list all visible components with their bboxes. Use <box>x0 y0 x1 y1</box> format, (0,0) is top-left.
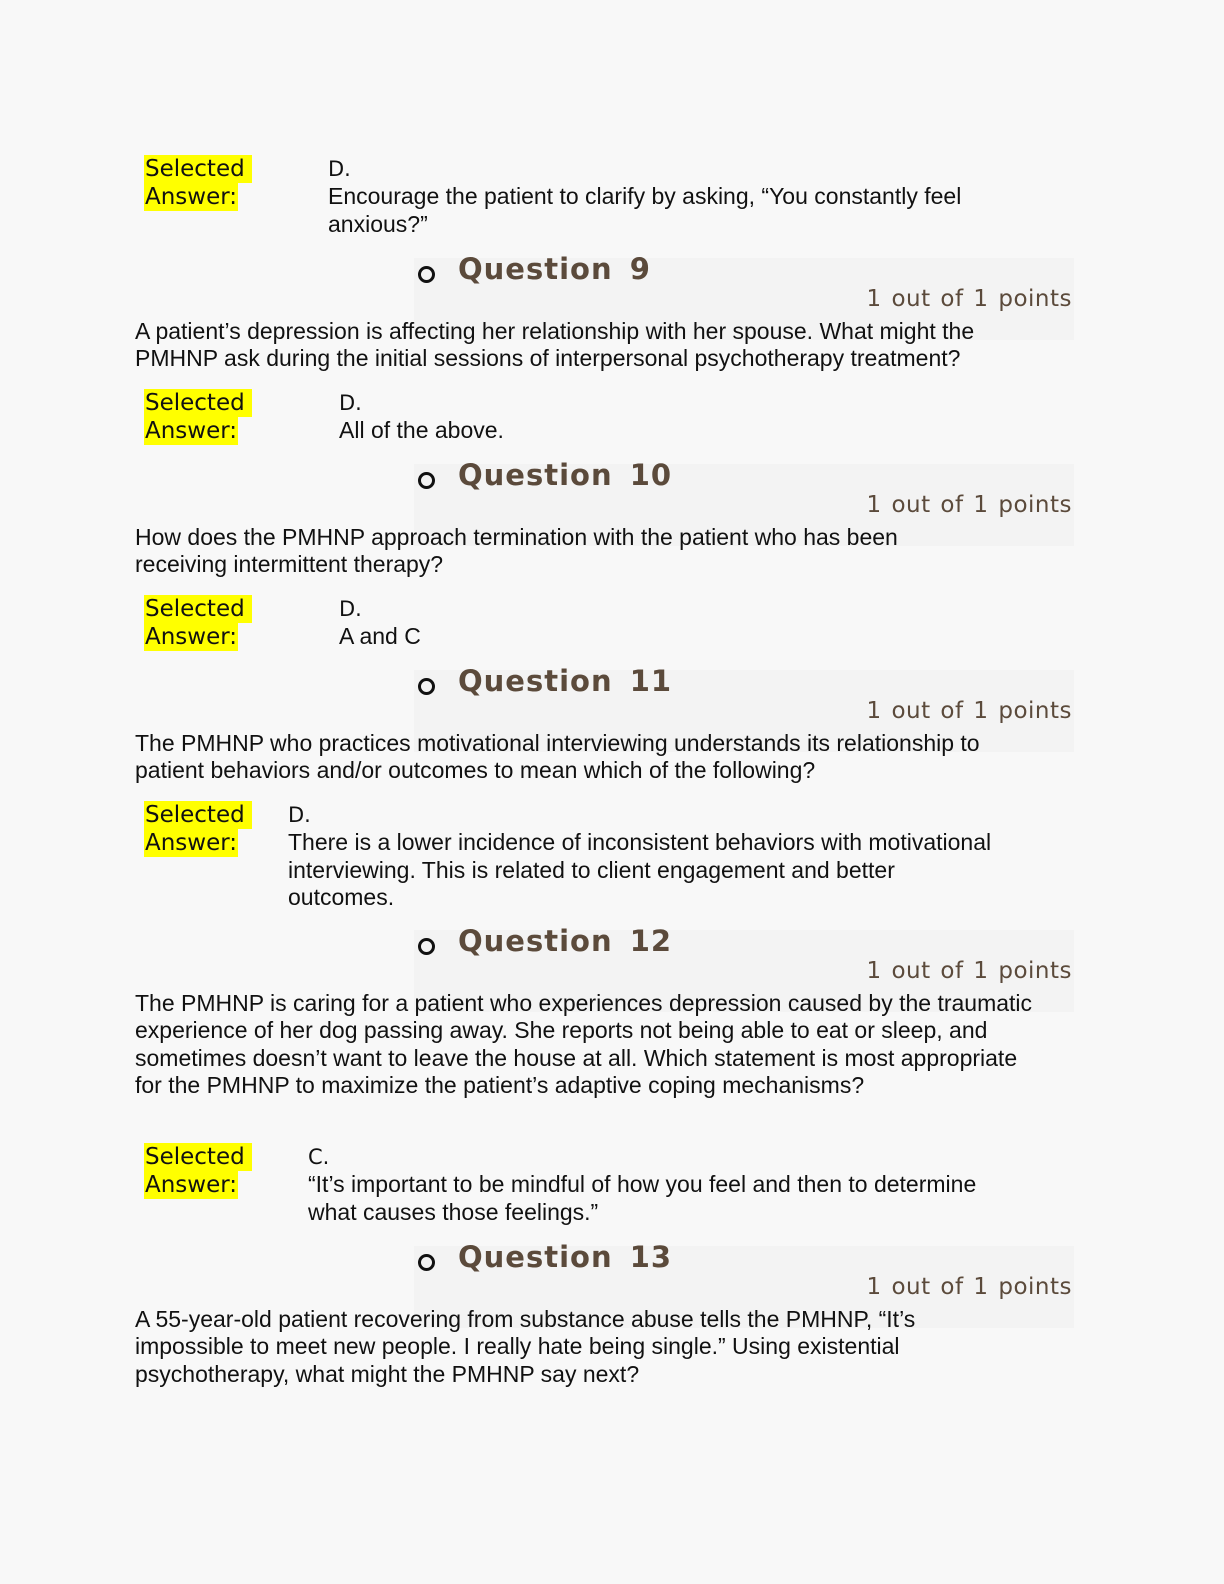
question-title: Question 10 <box>458 458 673 492</box>
question-text-11: The PMHNP who practices motivational interviewing understands its relationship to patient behaviors and/or outcomes to mean which of the following? <box>135 730 980 784</box>
question-text-10: How does the PMHNP approach termination with the patient who has been receiving intermittent therapy? <box>135 524 898 578</box>
selected-answer-label: Selected Answer: <box>144 389 254 445</box>
question-text-12: The PMHNP is caring for a patient who experiences depression caused by the traumatic experience of her dog passing away. She reports not being able to eat or sleep, and sometimes doesn’t want to leave the house at all. Which statement is most appropriate for the PMHNP to maximize the patient’s adaptive coping mechanisms? <box>135 990 1033 1099</box>
question-points: 1 out of 1 points <box>866 286 1072 312</box>
question-points: 1 out of 1 points <box>866 958 1072 984</box>
answer-content <box>339 595 1019 651</box>
answer-content <box>308 1143 1028 1226</box>
bullet-icon <box>418 472 435 489</box>
answer-letter: D. <box>339 391 362 415</box>
bullet-icon <box>418 678 435 695</box>
question-title: Question 12 <box>458 924 673 958</box>
answer-letter: D. <box>288 803 311 827</box>
answer-content <box>288 801 998 912</box>
bullet-icon <box>418 938 435 955</box>
bullet-icon <box>418 266 435 283</box>
answer-text: There is a lower incidence of inconsistent behaviors with motivational interviewing. This is related to client engagement and better outcomes. <box>288 829 992 910</box>
answer-letter: D. <box>328 157 351 181</box>
answer-text: Encourage the patient to clarify by asking, “You constantly feel anxious?” <box>328 183 962 237</box>
question-points: 1 out of 1 points <box>866 1274 1072 1300</box>
selected-answer-label: Selected Answer: <box>144 155 254 211</box>
answer-text: All of the above. <box>339 417 504 443</box>
question-points: 1 out of 1 points <box>866 698 1072 724</box>
question-text-13: A 55-year-old patient recovering from substance abuse tells the PMHNP, “It’s impossible to meet new people. I really hate being single.” Using existential psychotherapy, what might the PMHNP say next? <box>135 1306 916 1387</box>
answer-content <box>328 155 1008 238</box>
answer-letter: C. <box>308 1145 330 1169</box>
selected-answer-label: Selected Answer: <box>144 1143 254 1199</box>
bullet-icon <box>418 1254 435 1271</box>
question-text-9: A patient’s depression is affecting her relationship with her spouse. What might the PMHNP ask during the initial sessions of interpersonal psychotherapy treatment? <box>135 318 975 372</box>
question-title: Question 13 <box>458 1240 673 1274</box>
answer-letter: D. <box>339 597 362 621</box>
question-points: 1 out of 1 points <box>866 492 1072 518</box>
answer-content <box>339 389 1019 445</box>
selected-answer-label: Selected Answer: <box>144 801 254 857</box>
question-title: Question 11 <box>458 664 673 698</box>
question-title: Question 9 <box>458 252 651 286</box>
answer-text: “It’s important to be mindful of how you feel and then to determine what causes those feelings.” <box>308 1171 977 1225</box>
selected-answer-label: Selected Answer: <box>144 595 254 651</box>
answer-text: A and C <box>339 623 421 649</box>
